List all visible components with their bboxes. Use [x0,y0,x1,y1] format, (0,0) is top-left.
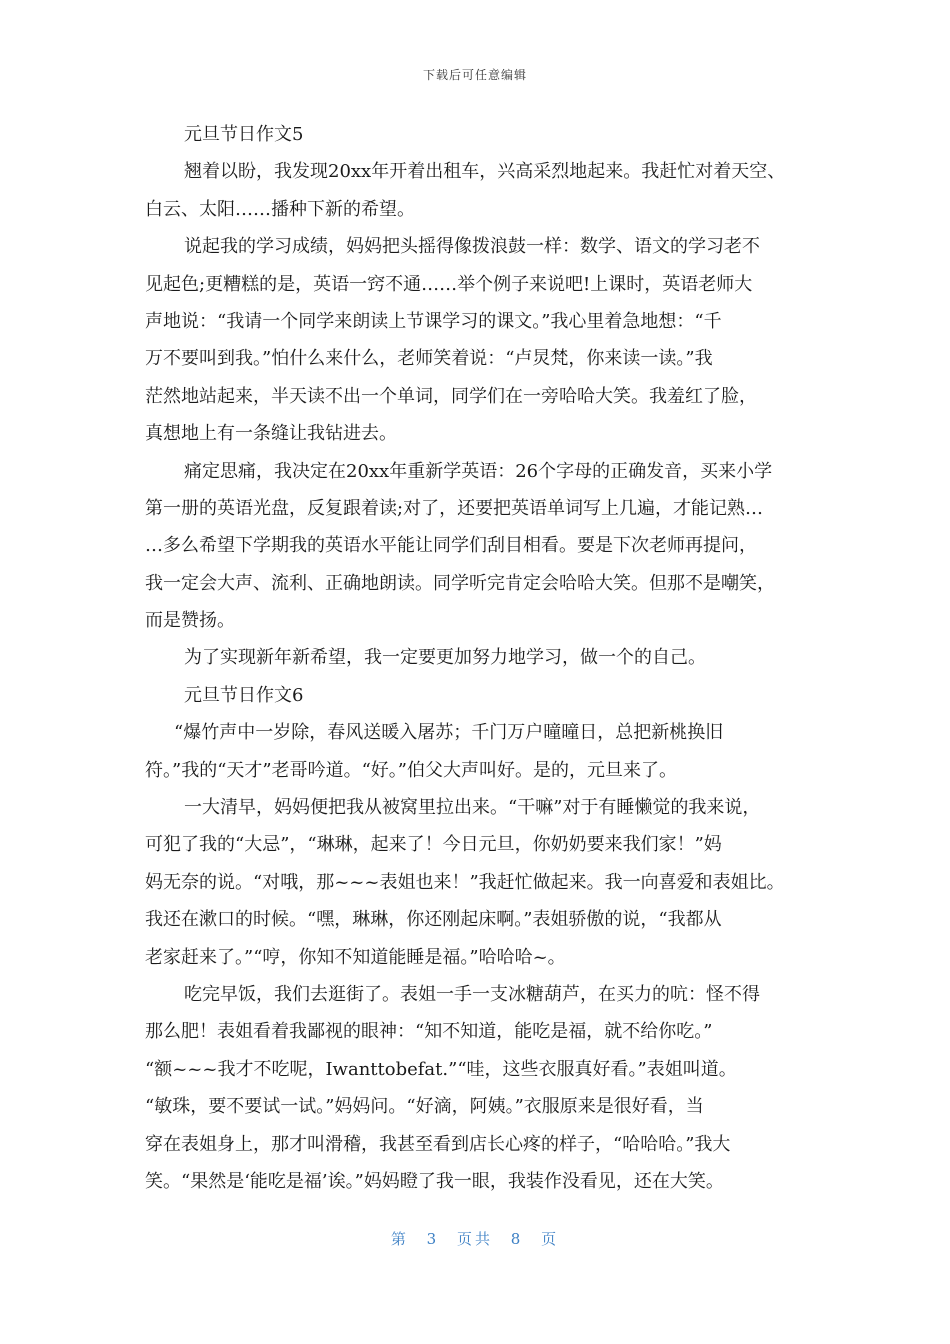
text-line: 痛定思痛，我决定在20xx年重新学英语：26个字母的正确发音，买来小学 [184,460,773,482]
text-line: 一大清早，妈妈便把我从被窝里拉出来。“干嘛”对于有睡懒觉的我来说， [184,797,761,819]
page-number-footer: 第 3 页共 8 页 [390,1230,560,1248]
text-line: 白云、太阳……播种下新的希望。 [145,198,415,220]
text-line: 为了实现新年新希望，我一定要更加努力地学习，做一个的自己。 [184,647,706,669]
text-line: 我一定会大声、流利、正确地朗读。同学听完肯定会哈哈大笑。但那不是嘲笑， [145,572,775,594]
text-line: 我还在漱口的时候。“嘿，琳琳，你还刚起床啊。”表姐骄傲的说，“我都从 [145,909,722,931]
page-header: 下载后可任意编辑 [422,68,527,82]
text-line: “额~~~我才不吃呢，Iwanttobefat.”“哇，这些衣服真好看。”表姐叫道。 [145,1058,737,1080]
text-line: 第一册的英语光盘，反复跟着读;对了，还要把英语单词写上几遍，才能记熟… [145,497,764,519]
text-line: 茫然地站起来，半天读不出一个单词，同学们在一旁哈哈大笑。我羞红了脸， [145,385,757,407]
text-line: 见起色;更糟糕的是，英语一窍不通……举个例子来说吧!上课时，英语老师大 [145,273,753,295]
text-line: …多么希望下学期我的英语水平能让同学们刮目相看。要是下次老师再提问， [145,535,757,557]
text-line: 说起我的学习成绩，妈妈把头摇得像拨浪鼓一样：数学、语文的学习老不 [184,236,760,258]
text-line: 翘着以盼，我发现20xx年开着出租车，兴高采烈地起来。我赶忙对着天空、 [184,161,786,183]
text-line: 穿在表姐身上，那才叫滑稽，我甚至看到店长心疼的样子，“哈哈哈。”我大 [145,1133,731,1155]
text-line: “爆竹声中一岁除，春风送暖入屠苏；千门万户曈曈日，总把新桃换旧 [174,722,724,744]
text-line: 吃完早饭，我们去逛街了。表姐一手一支冰糖葫芦，在买力的吭：怪不得 [184,983,760,1005]
text-line: 可犯了我的“大忌”，“琳琳，起来了！今日元旦，你奶奶要来我们家！”妈 [145,834,722,856]
text-line: “敏珠，要不要试一试。”妈妈问。“好滴，阿姨。”衣服原来是很好看，当 [145,1096,704,1118]
text-line: 元旦节日作文5 [184,124,304,145]
text-line: 万不要叫到我。”怕什么来什么，老师笑着说：“卢炅梵，你来读一读。”我 [145,348,713,370]
document-body [145,116,813,1200]
text-line: 而是赞扬。 [145,610,235,632]
text-line: 老家赶来了。”“哼，你知不知道能睡是福。”哈哈哈~。 [145,946,566,968]
text-line: 笑。“果然是‘能吃是福’诶。”妈妈瞪了我一眼，我装作没看见，还在大笑。 [145,1170,724,1192]
text-line: 那么肥！表姐看着我鄙视的眼神：“知不知道，能吃是福，就不给你吃。” [145,1021,713,1043]
text-line: 元旦节日作文6 [184,684,304,706]
text-line: 真想地上有一条缝让我钻进去。 [145,423,397,445]
text-line: 声地说：“我请一个同学来朗读上节课学习的课文。”我心里着急地想：“千 [145,310,722,332]
text-line: 符。”我的“天才”老哥吟道。“好。”伯父大声叫好。是的，元旦来了。 [145,759,678,781]
text-line: 妈无奈的说。“对哦，那~~~表姐也来！”我赶忙做起来。我一向喜爱和表姐比。 [145,871,785,893]
